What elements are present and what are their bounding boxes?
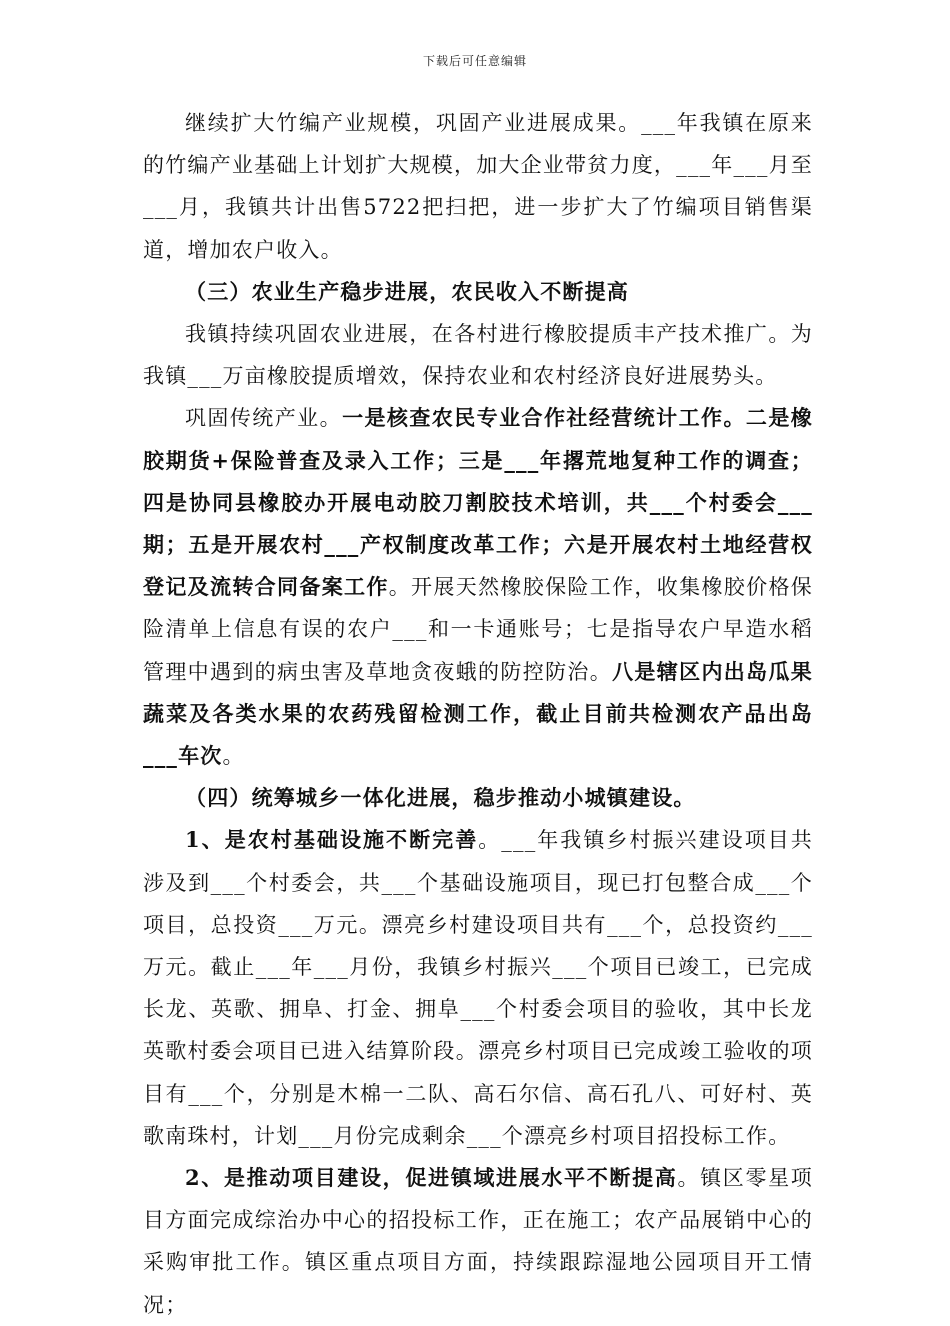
text-segment: 巩固传统产业。: [185, 406, 343, 431]
paragraph-project-construction: [143, 1157, 813, 1326]
paragraph-rural-infrastructure: [143, 819, 813, 1157]
paragraph-rubber-technology: [143, 313, 813, 397]
text-segment-bold: 八是辖区内出岛瓜果蔬菜及各类水果的农药残留检测工作，截止目前共检测农产品出岛___车次: [143, 658, 813, 769]
paragraph-traditional-industry: [143, 397, 813, 777]
section-heading-3: [143, 271, 813, 313]
text-segment-bold: 1、是农村基础设施不断完善: [185, 827, 479, 853]
section-heading-4: [143, 777, 813, 819]
text-segment-bold: 一是核查农民专业合作社经营统计工作。二是橡胶期货+保险普查及录入工作；三是___年撂荒地复种工作的调查；四是协同县橡胶办开展电动胶刀割胶技术培训，共___个村委会___期；五是开展农村___产权制度改革工作；六是开展农村土地经营权登记及流转合同备案工作: [143, 405, 813, 600]
text-segment: 。___年我镇乡村振兴建设项目共涉及到___个村委会，共___个基础设施项目，现已打包整合成___个项目，总投资___万元。漂亮乡村建设项目共有___个，总投资约___万元。截止___年___月份，我镇乡村振兴___个项目已竣工，已完成长龙、英歌、拥阜、打金、拥阜___个村委会项目的验收，其中长龙英歌村委会项目已进入结算阶段。漂亮乡村项目已完成竣工验收的项目有___个，分别是木棉一二队、高石尔信、高石孔八、可好村、英歌南珠村，计划___月份完成剩余___个漂亮乡村项目招投标工作。: [143, 828, 813, 1148]
text-segment: 。: [222, 744, 245, 769]
text-segment: 。开展天然橡胶保险工作，收集橡胶价格保险清单上信息有误的农户___和一卡通账号；七是指导农户早造水稻管理中遇到的病虫害及草地贪夜蛾的防控防治。: [143, 575, 813, 684]
text-segment: 。镇区零星项目方面完成综治办中心的招投标工作，正在施工；农产品展销中心的采购审批工作。镇区重点项目方面，持续跟踪湿地公园项目开工情况；: [143, 1166, 814, 1317]
text-segment-bold: 2、是推动项目建设，促进镇域进展水平不断提高: [185, 1165, 678, 1191]
text-segment: （三）农业生产稳步进展，农民收入不断提高: [185, 278, 629, 304]
paragraph-bamboo-industry: [143, 102, 813, 271]
text-segment: （四）统筹城乡一体化进展，稳步推动小城镇建设。: [185, 785, 696, 811]
text-segment: 继续扩大竹编产业规模，巩固产业进展成果。___年我镇在原来的竹编产业基础上计划扩大规模，加大企业带贫力度，___年___月至___月，我镇共计出售5722把扫把，进一步扩大了竹编项目销售渠道，增加农户收入。: [143, 111, 813, 262]
text-segment: 我镇持续巩固农业进展，在各村进行橡胶提质丰产技术推广。为我镇___万亩橡胶提质增效，保持农业和农村经济良好进展势头。: [143, 322, 813, 389]
page-header: 下载后可任意编辑: [422, 54, 527, 68]
document-body: [143, 102, 813, 1326]
